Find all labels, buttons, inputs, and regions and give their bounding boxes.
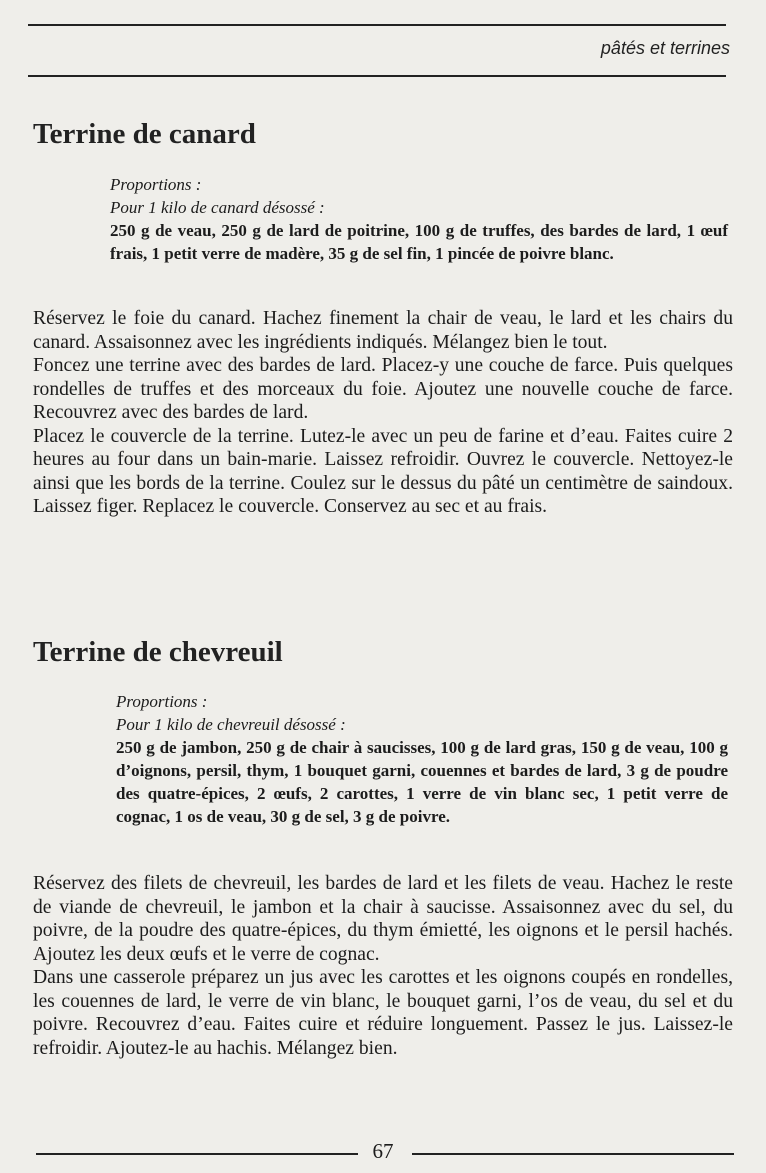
header-rule [28,75,726,77]
top-rule [28,24,726,26]
method-paragraph: Réservez le foie du canard. Hachez finement la chair de veau, le lard et les chairs du canard. Assaisonnez avec les ingrédients indiqués. Mélangez bien le tout. [33,308,733,353]
proportions-block-canard [110,173,728,265]
proportions-label: Proportions : [110,175,202,194]
ingredients-list: 250 g de jambon, 250 g de chair à saucisses, 100 g de lard gras, 150 g de veau, 100 g d’oignons, persil, thym, 1 bouquet garni, couennes et bardes de lard, 3 g de poudre des quatre-épices, 2 œufs, 2 carottes, 1 verre de vin blanc sec, 1 petit verre de cognac, 1 os de veau, 30 g de sel, 3 g de poivre. [116,738,728,826]
method-paragraph: Dans une casserole préparez un jus avec les carottes et les oignons coupés en rondelles, les couennes de lard, le verre de vin blanc, le bouquet garni, l’os de veau, du sel et du poivre. Recouvrez d’eau. Faites cuire et réduire longuement. Passez le jus. Laissez-le refroidir. Ajoutez-le au hachis. Mélangez bien. [33,967,733,1059]
method-text-canard [33,307,733,519]
method-text-chevreuil [33,872,733,1060]
proportions-base: Pour 1 kilo de chevreuil désossé : [116,715,346,734]
proportions-block-chevreuil [116,690,728,828]
recipe-title-canard: Terrine de canard [33,118,256,150]
footer-rule-right [412,1153,734,1155]
proportions-base: Pour 1 kilo de canard désossé : [110,198,325,217]
method-paragraph: Placez le couvercle de la terrine. Lutez-le avec un peu de farine et d’eau. Faites cuire 2 heures au four dans un bain-marie. Laissez refroidir. Ouvrez le couvercle. Nettoyez-le ainsi que les bords de la terrine. Coulez sur le dessus du pâté un centimètre de saindoux. Laissez figer. Replacez le couvercle. Conservez au sec et au frais. [33,425,733,517]
method-paragraph: Réservez des filets de chevreuil, les bardes de lard et les filets de veau. Hachez le reste de viande de chevreuil, le jambon et la chair à saucisse. Assaisonnez avec du sel, du poivre, de la poudre des quatre-épices, du thym émietté, les oignons et le persil hachés. Ajoutez les deux œufs et le verre de cognac. [33,873,733,965]
proportions-label: Proportions : [116,692,208,711]
method-paragraph: Foncez une terrine avec des bardes de lard. Placez-y une couche de farce. Puis quelques rondelles de truffes et des morceaux du foie. Ajoutez une nouvelle couche de farce. Recouvrez avec des bardes de lard. [33,355,733,423]
page-number: 67 [372,1139,394,1163]
recipe-title-chevreuil: Terrine de chevreuil [33,636,283,668]
ingredients-list: 250 g de veau, 250 g de lard de poitrine, 100 g de truffes, des bardes de lard, 1 œuf frais, 1 petit verre de madère, 35 g de sel fin, 1 pincée de poivre blanc. [110,221,728,263]
running-head: pâtés et terrines [600,38,730,58]
